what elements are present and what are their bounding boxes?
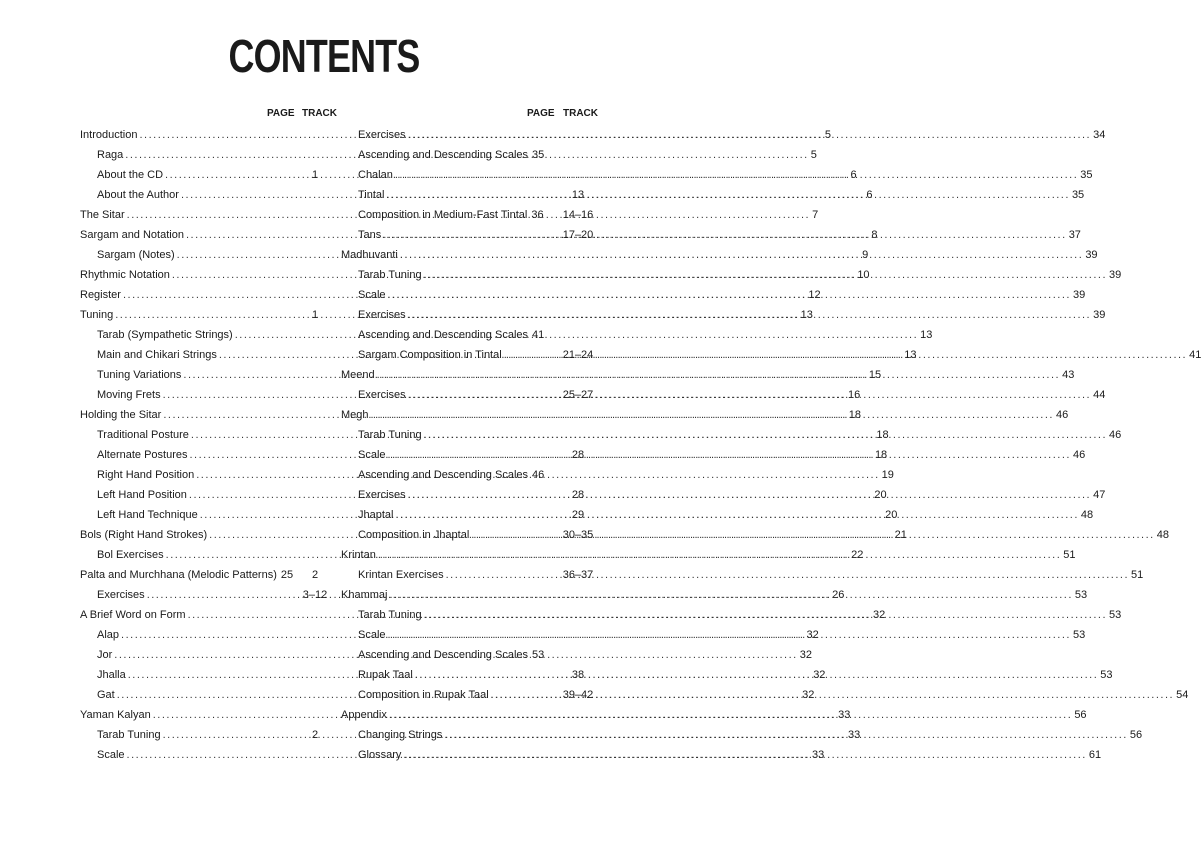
toc-entry-line (341, 246, 1098, 264)
dot-leader (395, 166, 1078, 184)
toc-entry-track: 2 (311, 729, 319, 741)
toc-entry-label: About the CD (97, 169, 164, 181)
dot-leader (395, 506, 1078, 524)
toc-entry-track: 30–35 (562, 529, 594, 541)
toc-entry-label: Khammaj (341, 589, 388, 601)
toc-entry-label: Jhalla (97, 669, 126, 681)
toc-entry-track: 2 (311, 569, 319, 581)
toc-entry-label: Traditional Posture (97, 429, 189, 441)
toc-entry-track: 38 (571, 669, 585, 681)
toc-entry-page: 35 (1071, 189, 1085, 201)
toc-entry-page: 35 (532, 149, 545, 161)
toc-entry-page: 32 (806, 629, 819, 641)
toc-entry (341, 166, 1093, 186)
dot-leader (424, 426, 1107, 444)
toc-entry-track: 25–27 (562, 389, 594, 401)
dot-leader (415, 666, 1098, 684)
toc-entry-page: 34 (1093, 129, 1106, 141)
toc-entry-label: About the Author (97, 189, 179, 201)
toc-entry-page: 51 (1063, 549, 1076, 561)
toc-entry-page: 41 (1189, 349, 1201, 361)
toc-entry-page: 41 (532, 329, 545, 341)
toc-entry-label: Alternate Postures (97, 449, 188, 461)
toc-entry-label: Madhuvanti (341, 249, 398, 261)
toc-entry-label: Krintan (341, 549, 376, 561)
toc-entry-page: 5 (810, 149, 817, 161)
toc-entry-page: 36 (531, 209, 544, 221)
toc-entry-label: Main and Chikari Strings (97, 349, 217, 361)
toc-entry-page: 33 (811, 749, 825, 761)
dot-leader (377, 366, 1060, 384)
toc-entry-page: 43 (1062, 369, 1075, 381)
toc-entry-track: 29 (571, 509, 585, 521)
toc-entry-line (358, 646, 545, 664)
toc-entry-page: 13 (920, 329, 933, 341)
toc-entry-page: 46 (532, 469, 545, 481)
toc-entry-line (358, 146, 545, 164)
toc-entry-label: Tintal (358, 189, 385, 201)
page-header: PAGE (267, 108, 295, 119)
toc-entry-page: 33 (838, 709, 851, 721)
toc-entry-page: 13 (904, 349, 917, 361)
toc-entry-label: Ascending and Descending Scales (358, 329, 529, 341)
toc-entry-label: Sargam and Notation (80, 229, 184, 241)
toc-entry (341, 126, 1106, 146)
toc-entry-line (358, 126, 1106, 144)
toc-entry-label: Scale (97, 749, 125, 761)
dot-leader (408, 386, 1091, 404)
toc-entry-label: Sargam (Notes) (97, 249, 175, 261)
toc-entry-label: Tarab (Sympathetic Strings) (97, 329, 233, 341)
toc-entry (341, 186, 1085, 206)
toc-entry-track: 13 (571, 189, 585, 201)
toc-entry-page: 32 (813, 669, 826, 681)
toc-entry-label: Palta and Murchhana (Melodic Patterns) (80, 569, 277, 581)
dot-leader (408, 306, 1091, 324)
toc-entry-page: 39 (1085, 249, 1098, 261)
toc-entry-page: 46 (1072, 449, 1086, 461)
toc-entry-label: Scale (358, 289, 386, 301)
toc-entry-page: 54 (1176, 689, 1189, 701)
toc-entry-label: Tuning (80, 309, 114, 321)
toc-entry-page: 10 (857, 269, 870, 281)
toc-entry-page: 12 (808, 289, 821, 301)
toc-entry-page: 21 (894, 529, 907, 541)
toc-entry-label: Tuning Variations (97, 369, 182, 381)
toc-entry-page: 20 (885, 509, 898, 521)
toc-entry-page: 39 (1109, 269, 1122, 281)
toc-entry-label: Tarab Tuning (358, 429, 422, 441)
toc-entry-page: 32 (873, 609, 886, 621)
toc-entry-label: Exercises (358, 129, 406, 141)
toc-entry-line (358, 326, 545, 344)
toc-entry-track: 3–12 (302, 589, 328, 601)
toc-entry-label: Ascending and Descending Scales (358, 649, 529, 661)
toc-entry-page: 18 (848, 409, 862, 421)
toc-entry-label: Rupak Taal (358, 669, 413, 681)
toc-entry-page: 5 (824, 129, 832, 141)
toc-entry-page: 53 (1072, 629, 1086, 641)
page-title: CONTENTS (228, 30, 420, 82)
toc-entry-page: 18 (876, 429, 889, 441)
toc-entry-page: 51 (1131, 569, 1144, 581)
toc-entry-line (80, 566, 294, 584)
toc-entry-page: 37 (1068, 229, 1081, 241)
toc-entry-track: 1 (311, 169, 319, 181)
toc-entry-label: Left Hand Technique (97, 509, 198, 521)
toc-entry-page: 13 (800, 309, 813, 321)
toc-entry-label: Krintan Exercises (358, 569, 444, 581)
toc-entry-track: 1 (311, 309, 319, 321)
toc-entry-label: Exercises (358, 309, 406, 321)
toc-entry-page: 39 (1072, 289, 1086, 301)
toc-entry-label: Yaman Kalyan (80, 709, 151, 721)
toc-entry-page: 6 (866, 189, 873, 201)
toc-entry-page: 35 (1080, 169, 1093, 181)
toc-entry-label: Alap (97, 629, 120, 641)
toc-entry-page: 39 (1093, 309, 1106, 321)
toc-entry-page: 46 (1109, 429, 1122, 441)
toc-entry-page: 48 (1080, 509, 1094, 521)
toc-entry-page: 56 (1074, 709, 1087, 721)
toc-entry (80, 566, 335, 586)
toc-entry-label: Sargam Composition in Tintal (358, 349, 502, 361)
toc-entry-track: 17–20 (562, 229, 594, 241)
toc-entry-page: 53 (532, 649, 545, 661)
track-header: TRACK (563, 108, 598, 119)
toc-entry-line (358, 166, 1093, 184)
dot-leader (504, 346, 1187, 364)
dot-leader (408, 126, 1091, 144)
toc-entry-track: 28 (571, 489, 585, 501)
toc-entry-label: Chalan (358, 169, 393, 181)
toc-entry-track: 14–16 (562, 209, 594, 221)
toc-entry-page: 16 (848, 389, 861, 401)
toc-entry-label: Composition in Jhaptal (358, 529, 470, 541)
dot-leader (378, 546, 1061, 564)
toc-entry (341, 326, 602, 346)
toc-entry-track: 21–24 (562, 349, 594, 361)
toc-entry-label: Gat (97, 689, 115, 701)
toc-entry-page: 47 (1093, 489, 1106, 501)
toc-entry-label: Bols (Right Hand Strokes) (80, 529, 208, 541)
toc-entry-label: Jhaptal (358, 509, 394, 521)
toc-entry-label: Raga (97, 149, 124, 161)
dot-leader (387, 186, 1070, 204)
toc-entry-page: 44 (1093, 389, 1106, 401)
dot-leader (400, 246, 1083, 264)
toc-entry-label: Tarab Tuning (358, 269, 422, 281)
toc-entry-label: Register (80, 289, 121, 301)
toc-entry-page: 18 (874, 449, 888, 461)
toc-entry-page: 7 (812, 209, 819, 221)
toc-entry-label: Bol Exercises (97, 549, 164, 561)
toc-entry-label: A Brief Word on Form (80, 609, 186, 621)
toc-entry-page: 61 (1088, 749, 1102, 761)
toc-entry-label: Scale (358, 629, 386, 641)
toc-entry-page: 33 (848, 729, 861, 741)
toc-entry (341, 226, 1081, 246)
toc-entry-label: Exercises (358, 389, 406, 401)
toc-entry-label: Meend (341, 369, 375, 381)
toc-entry (341, 146, 602, 166)
toc-entry (341, 566, 1144, 586)
toc-entry-page: 6 (850, 169, 857, 181)
toc-entry (341, 246, 1098, 266)
dot-leader (389, 706, 1072, 724)
toc-entry-page: 53 (1074, 589, 1088, 601)
page-header: PAGE (527, 108, 555, 119)
toc-entry-page: 9 (862, 249, 869, 261)
toc-entry-page: 15 (868, 369, 882, 381)
toc-entry (341, 646, 602, 666)
column-headers (80, 108, 335, 126)
toc-entry-label: Composition in Medium-Fast Tintal (358, 209, 528, 221)
toc-entry-page: 53 (1100, 669, 1113, 681)
toc-entry-page: 20 (874, 489, 887, 501)
dot-leader (389, 586, 1072, 604)
toc-entry-page: 8 (871, 229, 878, 241)
toc-entry-label: Moving Frets (97, 389, 161, 401)
toc-entry-label: Jor (97, 649, 113, 661)
toc-entry-label: Glossary (358, 749, 402, 761)
toc-entry-label: Ascending and Descending Scales (358, 469, 529, 481)
toc-entry-page: 26 (832, 589, 845, 601)
dot-leader (388, 286, 1071, 304)
toc-entry-track: 39–42 (562, 689, 594, 701)
toc-entry-line (358, 206, 544, 224)
dot-leader (371, 406, 1054, 424)
toc-entry-label: Left Hand Position (97, 489, 187, 501)
toc-entry-page: 53 (1109, 609, 1122, 621)
dot-leader (403, 746, 1086, 764)
toc-entry-page: 46 (1055, 409, 1069, 421)
toc-entry-label: Composition in Rupak Taal (358, 689, 489, 701)
toc-entry-label: Exercises (358, 489, 406, 501)
toc-entry-label: Holding the Sitar (80, 409, 162, 421)
toc-entry-track: 36–37 (562, 569, 594, 581)
track-header: TRACK (302, 108, 337, 119)
toc-entry-label: Introduction (80, 129, 138, 141)
toc-entry-label: Scale (358, 449, 386, 461)
toc-entry-label: Right Hand Position (97, 469, 195, 481)
dot-leader (383, 226, 1066, 244)
toc-entry-label: Megh (341, 409, 369, 421)
dot-leader (408, 486, 1091, 504)
toc-entry-label: Appendix (341, 709, 387, 721)
toc-entry-label: Tans (358, 229, 382, 241)
toc-entry-label: Changing Strings (358, 729, 443, 741)
toc-entry-page: 56 (1129, 729, 1143, 741)
toc-entry-label: The Sitar (80, 209, 125, 221)
toc-entry-page: 32 (802, 689, 815, 701)
dot-leader (388, 446, 1071, 464)
column-headers (341, 108, 602, 126)
toc-entry-label: Tarab Tuning (358, 609, 422, 621)
toc-entry-label: Ascending and Descending Scales (358, 149, 529, 161)
toc-entry-page: 19 (881, 469, 894, 481)
dot-leader (388, 626, 1071, 644)
toc-entry-line (358, 466, 545, 484)
toc-entry-track: 28 (571, 449, 585, 461)
dot-leader (424, 266, 1107, 284)
dot-leader (444, 726, 1127, 744)
toc-entry-page: 48 (1156, 529, 1169, 541)
toc-entry (341, 206, 602, 226)
dot-leader (446, 566, 1129, 584)
dot-leader (424, 606, 1107, 624)
toc-entry-page: 22 (851, 549, 864, 561)
toc-entry-label: Rhythmic Notation (80, 269, 170, 281)
toc-entry-label: Exercises (97, 589, 145, 601)
toc-entry-label: Tarab Tuning (97, 729, 161, 741)
toc-entry-page: 25 (280, 569, 294, 581)
toc-entry (341, 466, 602, 486)
toc-entry-page: 32 (799, 649, 812, 661)
